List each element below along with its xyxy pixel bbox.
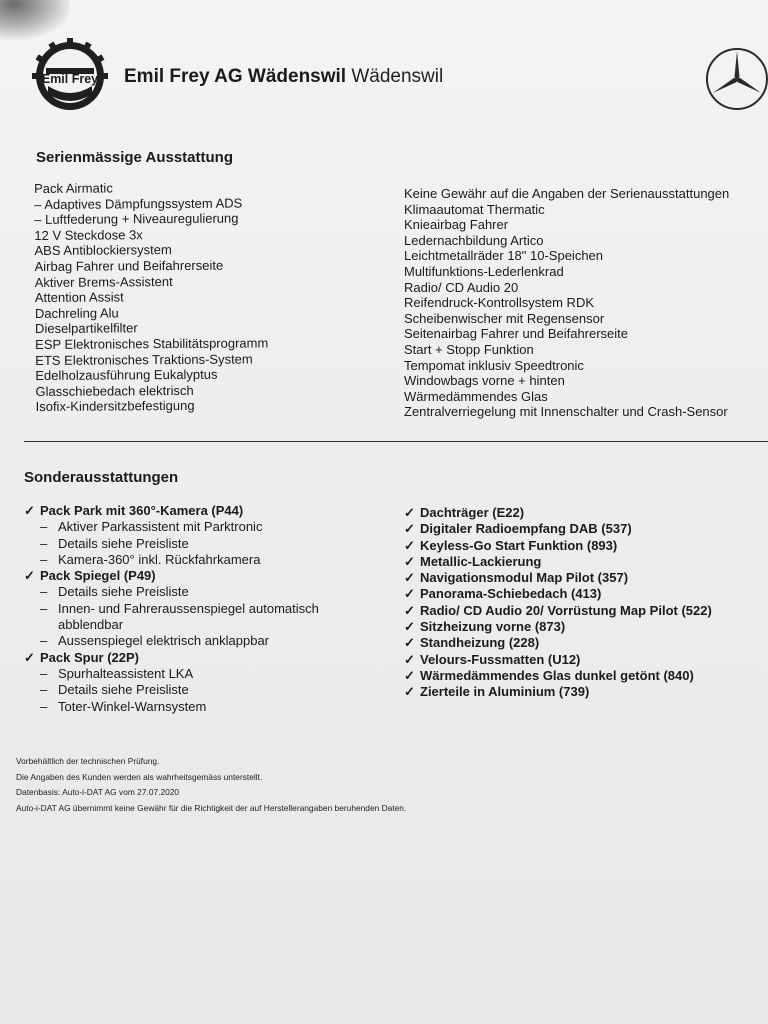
- logo-text: Emil Frey: [41, 72, 99, 86]
- checkmark-icon: ✓: [24, 568, 35, 584]
- standard-item: Ledernachbildung Artico: [404, 232, 544, 248]
- option-item: [404, 538, 712, 554]
- standard-item: Knieairbag Fahrer: [404, 217, 509, 233]
- standard-equipment-right-list: [404, 186, 729, 420]
- footer-notes: [16, 754, 406, 816]
- option-label: Aktiver Parkassistent mit Parktronic: [58, 519, 263, 535]
- option-item: [404, 521, 712, 537]
- option-label: Pack Spiegel (P49): [40, 568, 156, 584]
- dash-bullet: –: [40, 682, 48, 698]
- photo-corner-shadow: [0, 0, 70, 40]
- emil-frey-logo: [32, 38, 108, 114]
- option-label: Details siehe Preisliste: [58, 535, 189, 551]
- dealer-name-bold: Emil Frey AG Wädenswil: [124, 66, 347, 87]
- checkmark-icon: ✓: [404, 602, 415, 618]
- dash-bullet: –: [40, 535, 48, 551]
- standard-item: Klimaautomat Thermatic: [404, 201, 545, 217]
- standard-item: Wärmedämmendes Glas: [404, 388, 548, 404]
- standard-item: Reifendruck-Kontrollsystem RDK: [404, 295, 595, 311]
- option-item: [404, 570, 712, 586]
- standard-item: Zentralverriegelung mit Innenschalter und Crash-Sensor: [404, 404, 728, 420]
- checkmark-icon: ✓: [404, 619, 415, 635]
- standard-item: Keine Gewähr auf die Angaben der Serienausstattungen: [404, 186, 730, 201]
- option-label: Details siehe Preisliste: [58, 584, 189, 600]
- checkmark-icon: ✓: [404, 505, 415, 520]
- checkmark-icon: ✓: [404, 553, 415, 569]
- option-label: Keyless-Go Start Funktion (893): [420, 537, 618, 553]
- option-subitem: [24, 699, 319, 715]
- standard-item: Tempomat inklusiv Speedtronic: [404, 357, 584, 373]
- option-label: Pack Spur (22P): [40, 649, 139, 665]
- checkmark-icon: ✓: [404, 537, 415, 553]
- standard-item: Isofix-Kindersitzbefestigung: [35, 398, 195, 415]
- option-pack: [24, 568, 319, 584]
- standard-item: Dieselpartikelfilter: [34, 320, 138, 337]
- standard-item: Aktiver Brems-Assistent: [34, 273, 173, 290]
- checkmark-icon: ✓: [404, 684, 415, 700]
- checkmark-icon: ✓: [404, 667, 415, 683]
- option-label: Spurhalteassistent LKA: [58, 665, 194, 681]
- standard-item: Leichtmetallräder 18" 10-Speichen: [404, 248, 604, 264]
- dash-bullet: –: [40, 519, 48, 535]
- option-subitem: [24, 601, 319, 617]
- option-label: Panorama-Schiebedach (413): [420, 586, 602, 602]
- option-subitem: [24, 617, 319, 633]
- checkmark-icon: ✓: [404, 570, 415, 586]
- dash-bullet: –: [40, 551, 48, 567]
- option-label: Digitaler Radioempfang DAB (537): [420, 521, 632, 537]
- footer-line: Datenbasis: Auto-i-DAT AG vom 27.07.2020: [16, 787, 180, 797]
- option-item: [404, 554, 712, 570]
- dash-bullet: –: [40, 698, 48, 714]
- option-subitem: [24, 633, 319, 649]
- standard-item: Airbag Fahrer und Beifahrerseite: [34, 257, 224, 274]
- dealer-city: Wädenswil: [351, 66, 444, 87]
- checkmark-icon: ✓: [404, 521, 415, 537]
- option-item: [404, 635, 712, 651]
- checkmark-icon: ✓: [404, 635, 415, 651]
- checkmark-icon: ✓: [404, 651, 415, 667]
- option-label: Sitzheizung vorne (873): [420, 619, 566, 635]
- standard-item: ETS Elektronisches Traktions-System: [35, 351, 253, 368]
- option-label: Aussenspiegel elektrisch anklappbar: [58, 633, 270, 649]
- option-pack: [24, 503, 319, 519]
- option-item: [404, 586, 712, 602]
- standard-equipment-title: Serienmässige Ausstattung: [36, 149, 233, 166]
- standard-item: Attention Assist: [34, 289, 124, 306]
- option-label: Details siehe Preisliste: [58, 682, 189, 698]
- standard-item: Glasschiebedach elektrisch: [35, 382, 194, 399]
- option-item: [404, 684, 712, 700]
- option-label: Toter-Winkel-Warnsystem: [58, 698, 207, 714]
- standard-item: Multifunktions-Lederlenkrad: [404, 263, 564, 279]
- option-label: Kamera-360° inkl. Rückfahrkamera: [58, 551, 261, 567]
- option-label: Innen- und Fahreraussenspiegel automatisch: [58, 600, 319, 616]
- standard-item: Start + Stopp Funktion: [404, 341, 534, 357]
- option-label: Zierteile in Aluminium (739): [420, 684, 590, 700]
- option-label: Navigationsmodul Map Pilot (357): [420, 570, 629, 586]
- standard-item: Seitenairbag Fahrer und Beifahrerseite: [404, 326, 629, 342]
- option-item: [404, 603, 712, 619]
- options-title: Sonderausstattungen: [24, 469, 179, 486]
- option-label: Metallic-Lackierung: [420, 553, 542, 569]
- option-subitem: [24, 666, 319, 682]
- standard-item: 12 V Steckdose 3x: [34, 227, 143, 243]
- option-label: abblendbar: [58, 617, 124, 633]
- footer-line: Die Angaben des Kunden werden als wahrheitsgemäss unterstellt.: [16, 771, 263, 782]
- standard-item: – Luftfederung + Niveauregulierung: [34, 210, 239, 228]
- standard-item: Dachreling Alu: [34, 305, 119, 321]
- option-subitem: [24, 682, 319, 698]
- dash-bullet: –: [40, 665, 48, 681]
- options-left-list: [24, 503, 319, 715]
- option-item: [404, 668, 712, 684]
- option-label: Velours-Fussmatten (U12): [420, 651, 581, 667]
- option-label: Radio/ CD Audio 20/ Vorrüstung Map Pilot (522): [420, 602, 712, 618]
- dash-bullet: –: [40, 633, 48, 649]
- standard-item: Scheibenwischer mit Regensensor: [404, 310, 605, 326]
- footer-line: Auto-i-DAT AG übernimmt keine Gewähr für die Richtigkeit der auf Herstellerangaben beruhenden Daten.: [16, 802, 407, 813]
- standard-item: Edelholzausführung Eukalyptus: [35, 366, 218, 384]
- option-label: Pack Park mit 360°-Kamera (P44): [40, 503, 244, 518]
- checkmark-icon: ✓: [24, 503, 35, 518]
- footer-line: Vorbehältlich der technischen Prüfung.: [16, 756, 160, 766]
- option-item: [404, 505, 712, 521]
- option-label: Standheizung (228): [420, 635, 540, 651]
- dash-bullet: –: [40, 600, 48, 616]
- option-label: Wärmedämmendes Glas dunkel getönt (840): [420, 667, 694, 683]
- option-subitem: [24, 519, 319, 535]
- options-right-list: [404, 505, 712, 701]
- standard-item: ABS Antiblockiersystem: [34, 242, 172, 259]
- section-divider: [24, 441, 768, 442]
- standard-item: – Adaptives Dämpfungssystem ADS: [34, 195, 243, 212]
- checkmark-icon: ✓: [24, 649, 35, 665]
- standard-item: Windowbags vorne + hinten: [404, 373, 565, 389]
- standard-item: Radio/ CD Audio 20: [404, 279, 519, 295]
- standard-equipment-left-list: [34, 179, 269, 415]
- dash-bullet: –: [40, 584, 48, 600]
- mercedes-star-icon: [702, 44, 768, 114]
- option-label: Dachträger (E22): [420, 505, 525, 520]
- standard-item: ESP Elektronisches Stabilitätsprogramm: [35, 335, 269, 352]
- option-subitem: [24, 552, 319, 568]
- option-item: [404, 652, 712, 668]
- standard-item: Pack Airmatic: [34, 180, 113, 196]
- option-pack: [24, 650, 319, 666]
- option-item: [404, 619, 712, 635]
- dealer-name: [124, 66, 443, 88]
- option-subitem: [24, 536, 319, 552]
- option-subitem: [24, 584, 319, 600]
- checkmark-icon: ✓: [404, 586, 415, 602]
